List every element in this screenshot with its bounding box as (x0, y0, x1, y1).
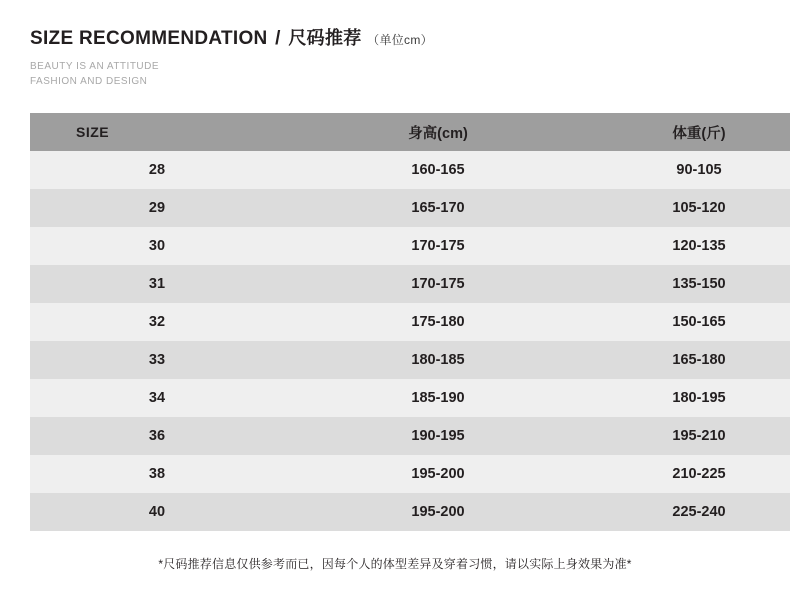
column-header-size: SIZE (30, 113, 284, 151)
table-row (30, 189, 790, 227)
title-english: SIZE RECOMMENDATION (30, 28, 268, 49)
cell-height: 160-165 (284, 151, 592, 189)
title-unit: （单位cm） (367, 33, 433, 47)
title-chinese: 尺码推荐 (288, 28, 362, 48)
cell-weight: 165-180 (592, 341, 790, 379)
table-row (30, 227, 790, 265)
cell-weight: 105-120 (592, 189, 790, 227)
cell-height: 165-170 (284, 189, 592, 227)
cell-weight: 120-135 (592, 227, 790, 265)
cell-size: 34 (30, 379, 284, 417)
size-table-wrapper (30, 113, 760, 572)
cell-height: 195-200 (284, 493, 592, 531)
subtitle-line-1: BEAUTY IS AN ATTITUDE (30, 61, 160, 72)
table-head (30, 113, 790, 151)
cell-height: 180-185 (284, 341, 592, 379)
table-row (30, 455, 790, 493)
cell-size: 32 (30, 303, 284, 341)
cell-size: 36 (30, 417, 284, 455)
cell-weight: 210-225 (592, 455, 790, 493)
table-row (30, 151, 790, 189)
table-header-row (30, 113, 790, 151)
cell-height: 175-180 (284, 303, 592, 341)
table-row (30, 493, 790, 531)
column-header-height: 身高(cm) (284, 113, 592, 151)
cell-weight: 195-210 (592, 417, 790, 455)
table-body (30, 151, 790, 531)
page-title (30, 24, 790, 50)
cell-size: 31 (30, 265, 284, 303)
size-table (30, 113, 790, 531)
cell-height: 190-195 (284, 417, 592, 455)
subtitle-line-2: FASHION AND DESIGN (30, 76, 148, 87)
cell-weight: 90-105 (592, 151, 790, 189)
cell-size: 28 (30, 151, 284, 189)
cell-height: 170-175 (284, 227, 592, 265)
cell-size: 30 (30, 227, 284, 265)
cell-size: 33 (30, 341, 284, 379)
cell-height: 195-200 (284, 455, 592, 493)
cell-weight: 180-195 (592, 379, 790, 417)
cell-height: 170-175 (284, 265, 592, 303)
cell-weight: 150-165 (592, 303, 790, 341)
table-row (30, 379, 790, 417)
cell-size: 29 (30, 189, 284, 227)
footnote: *尺码推荐信息仅供参考而已，因每个人的体型差异及穿着习惯，请以实际上身效果为准* (158, 557, 632, 571)
cell-size: 40 (30, 493, 284, 531)
title-separator: / (275, 28, 281, 49)
table-row (30, 341, 790, 379)
table-row (30, 417, 790, 455)
cell-weight: 135-150 (592, 265, 790, 303)
cell-size: 38 (30, 455, 284, 493)
column-header-weight: 体重(斤) (592, 113, 790, 151)
page-header (0, 0, 790, 89)
table-row (30, 265, 790, 303)
subtitle-block (30, 59, 790, 89)
cell-weight: 225-240 (592, 493, 790, 531)
cell-height: 185-190 (284, 379, 592, 417)
table-row (30, 303, 790, 341)
